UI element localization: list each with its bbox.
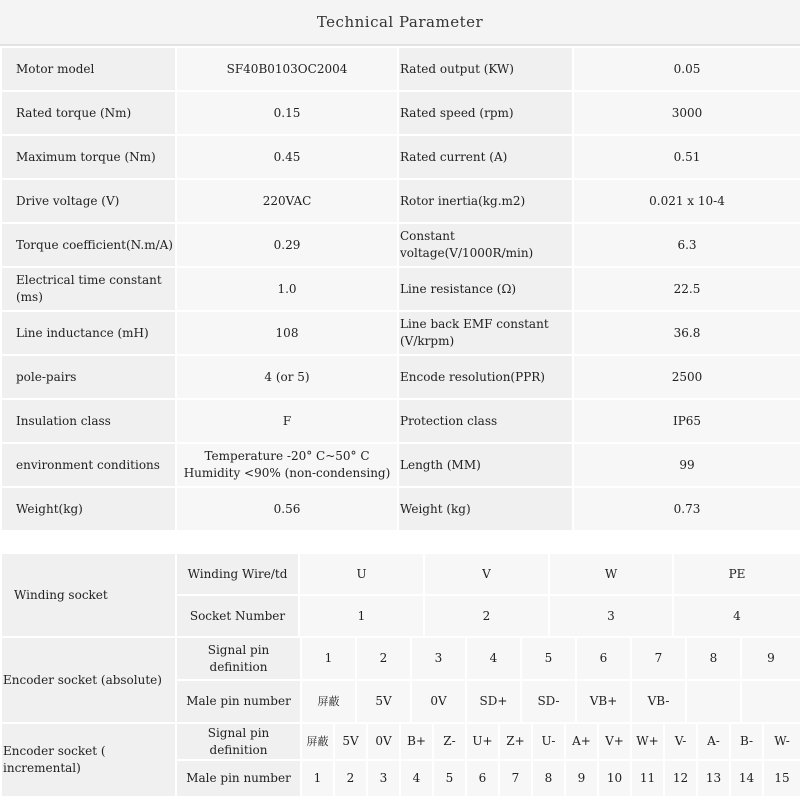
param-value: 0.15 — [176, 91, 398, 135]
param-label: Drive voltage (V) — [1, 179, 176, 223]
param-label: Length (MM) — [398, 443, 573, 487]
inc-signal-cell: B- — [730, 723, 763, 760]
inc-pin-cell: 9 — [565, 760, 598, 797]
param-value: 2500 — [573, 355, 800, 399]
inc-pin-cell: 12 — [664, 760, 697, 797]
inc-signal-cell: V+ — [598, 723, 631, 760]
winding-wire-cell: U — [299, 553, 424, 595]
inc-signal-cell: 5V — [334, 723, 367, 760]
param-label: Rated speed (rpm) — [398, 91, 573, 135]
param-value: 0.56 — [176, 487, 398, 531]
abs-signal-label: Signal pin definition — [176, 637, 301, 680]
param-label: Rated torque (Nm) — [1, 91, 176, 135]
inc-signal-cell: Z+ — [499, 723, 532, 760]
parameter-row — [1, 91, 800, 135]
param-value: 36.8 — [573, 311, 800, 355]
inc-signal-cell: W- — [763, 723, 800, 760]
param-label: Weight (kg) — [398, 487, 573, 531]
param-value: F — [176, 399, 398, 443]
inc-pin-label: Male pin number — [176, 760, 301, 797]
inc-pin-cell: 1 — [301, 760, 334, 797]
winding-wire-label: Winding Wire/td — [176, 553, 299, 595]
inc-signal-cell: V- — [664, 723, 697, 760]
inc-pin-cell: 11 — [631, 760, 664, 797]
param-value: 0.021 x 10-4 — [573, 179, 800, 223]
inc-pin-cell: 14 — [730, 760, 763, 797]
winding-wire-cell: W — [549, 553, 673, 595]
param-value: Temperature -20° C~50° C Humidity <90% (non-condensing) — [176, 443, 398, 487]
sheet-title: Technical Parameter — [0, 0, 800, 46]
winding-socket-label: Winding socket — [1, 553, 176, 637]
abs-pin-cell: 0V — [411, 680, 466, 723]
parameter-row — [1, 355, 800, 399]
param-label: Torque coefficient(N.m/A) — [1, 223, 176, 267]
inc-signal-cell: U+ — [466, 723, 499, 760]
param-value: 0.51 — [573, 135, 800, 179]
winding-wire-cell: V — [424, 553, 549, 595]
winding-socket-table — [0, 552, 800, 638]
param-label: Insulation class — [1, 399, 176, 443]
param-value: 3000 — [573, 91, 800, 135]
param-value: 0.29 — [176, 223, 398, 267]
abs-signal-cell: 8 — [686, 637, 741, 680]
parameter-row — [1, 135, 800, 179]
param-value: IP65 — [573, 399, 800, 443]
param-value: 6.3 — [573, 223, 800, 267]
param-value: SF40B0103OC2004 — [176, 47, 398, 91]
inc-pin-cell: 3 — [367, 760, 400, 797]
abs-signal-row — [1, 637, 800, 680]
abs-pin-label: Male pin number — [176, 680, 301, 723]
param-label: Rated output (KW) — [398, 47, 573, 91]
param-label: Rated current (A) — [398, 135, 573, 179]
encoder-incremental-table — [0, 722, 800, 798]
inc-pin-cell: 8 — [532, 760, 565, 797]
abs-signal-cell: 1 — [301, 637, 356, 680]
inc-pin-cell: 5 — [433, 760, 466, 797]
param-label: environment conditions — [1, 443, 176, 487]
param-value: 0.73 — [573, 487, 800, 531]
abs-pin-cell — [741, 680, 800, 723]
inc-signal-cell: 屏蔽 — [301, 723, 334, 760]
param-value: 220VAC — [176, 179, 398, 223]
socket-number-cell: 4 — [673, 595, 800, 637]
socket-number-cell: 3 — [549, 595, 673, 637]
param-value: 4 (or 5) — [176, 355, 398, 399]
abs-pin-cell: 5V — [356, 680, 411, 723]
abs-pin-cell: 屏蔽 — [301, 680, 356, 723]
param-label: Line resistance (Ω) — [398, 267, 573, 311]
inc-pin-cell: 13 — [697, 760, 730, 797]
encoder-incremental-label: Encoder socket ( incremental) — [1, 723, 176, 797]
param-label: Electrical time constant (ms) — [1, 267, 176, 311]
abs-signal-cell: 7 — [631, 637, 686, 680]
parameter-row — [1, 179, 800, 223]
param-label: Weight(kg) — [1, 487, 176, 531]
abs-pin-cell: SD- — [521, 680, 576, 723]
abs-pin-cell — [686, 680, 741, 723]
inc-pin-cell: 15 — [763, 760, 800, 797]
inc-pin-cell: 10 — [598, 760, 631, 797]
param-value: 108 — [176, 311, 398, 355]
abs-pin-cell: VB+ — [576, 680, 631, 723]
inc-signal-cell: W+ — [631, 723, 664, 760]
param-value: 0.45 — [176, 135, 398, 179]
abs-pin-cell: SD+ — [466, 680, 521, 723]
param-label: Line back EMF constant (V/krpm) — [398, 311, 573, 355]
inc-pin-cell: 6 — [466, 760, 499, 797]
inc-signal-row — [1, 723, 800, 760]
inc-pin-cell: 7 — [499, 760, 532, 797]
inc-signal-cell: B+ — [400, 723, 433, 760]
abs-signal-cell: 2 — [356, 637, 411, 680]
param-label: Encode resolution(PPR) — [398, 355, 573, 399]
abs-signal-cell: 3 — [411, 637, 466, 680]
inc-pin-cell: 4 — [400, 760, 433, 797]
inc-pin-cell: 2 — [334, 760, 367, 797]
param-label: pole-pairs — [1, 355, 176, 399]
param-value: 22.5 — [573, 267, 800, 311]
parameter-row — [1, 311, 800, 355]
abs-signal-cell: 6 — [576, 637, 631, 680]
inc-signal-cell: A- — [697, 723, 730, 760]
abs-pin-cell: VB- — [631, 680, 686, 723]
parameter-table — [0, 46, 800, 532]
param-label: Protection class — [398, 399, 573, 443]
param-value: 1.0 — [176, 267, 398, 311]
param-label: Rotor inertia(kg.m2) — [398, 179, 573, 223]
inc-signal-cell: Z- — [433, 723, 466, 760]
param-label: Maximum torque (Nm) — [1, 135, 176, 179]
param-label: Line inductance (mH) — [1, 311, 176, 355]
winding-wire-cell: PE — [673, 553, 800, 595]
parameter-row — [1, 267, 800, 311]
inc-signal-cell: 0V — [367, 723, 400, 760]
encoder-absolute-label: Encoder socket (absolute) — [1, 637, 176, 723]
parameter-row — [1, 399, 800, 443]
parameter-row — [1, 223, 800, 267]
abs-signal-cell: 4 — [466, 637, 521, 680]
inc-signal-cell: U- — [532, 723, 565, 760]
parameter-row — [1, 443, 800, 487]
socket-number-label: Socket Number — [176, 595, 299, 637]
socket-number-cell: 2 — [424, 595, 549, 637]
param-value: 0.05 — [573, 47, 800, 91]
inc-signal-label: Signal pin definition — [176, 723, 301, 760]
abs-signal-cell: 5 — [521, 637, 576, 680]
param-label: Constant voltage(V/1000R/min) — [398, 223, 573, 267]
parameter-row — [1, 47, 800, 91]
param-label: Motor model — [1, 47, 176, 91]
encoder-absolute-table — [0, 636, 800, 724]
parameter-row — [1, 487, 800, 531]
inc-signal-cell: A+ — [565, 723, 598, 760]
socket-number-cell: 1 — [299, 595, 424, 637]
param-value: 99 — [573, 443, 800, 487]
abs-signal-cell: 9 — [741, 637, 800, 680]
winding-wire-row — [1, 553, 800, 595]
